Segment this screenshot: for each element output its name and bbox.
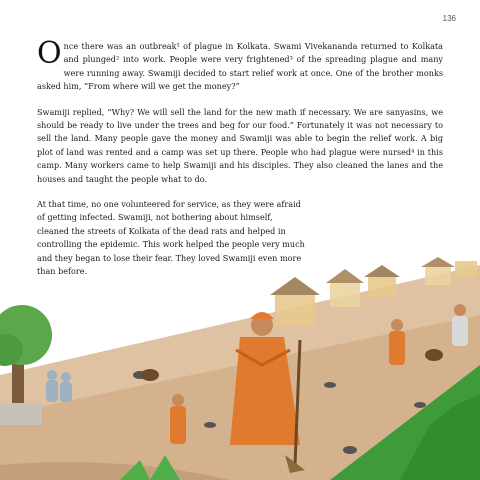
basket [425,349,443,361]
drop-cap-letter: O [37,36,62,71]
paragraph-1-text: nce there was an outbreak¹ of plague in Kolkata. Swami Vivekananda returned to Kolkata and plunged² into work. People were very frightened³ of the spreading plague and many were running away. Swamiji decided to start relief work at once. One of the brother monks asked him, “From where will we get the money?” [37,41,443,92]
plague-relief-illustration [0,255,480,480]
paragraph-2: Swamiji replied, “Why? We will sell the land for the new math if necessary. We are sanyasins, we should be ready to live under the trees and beg for our food.” Fortunately it was not necessary to sell the land. Many people gave the money and Swamiji was able to begin the relief work. A big plot of land was rented and a camp was set up there. People who had plague were nursed⁴ in this camp. Many workers came to help Swamiji and his disciples. They also cleaned the lanes and the houses and taught the people what to do. [37,106,443,184]
page-number: 136 [442,14,456,23]
brick-wall [0,403,42,425]
story-text [37,36,443,291]
basket [141,369,159,381]
paragraph-1 [37,36,443,94]
paragraph-3: At that time, no one volunteered for service, as they were afraid of getting infected. Swamiji, not bothering about himself, cleaned the streets of Kolkata of the dead rats and helped in controlling the epidemic. This work helped the people very much and they began to lose their fear. They loved Swamiji even more than before. [37,199,305,277]
